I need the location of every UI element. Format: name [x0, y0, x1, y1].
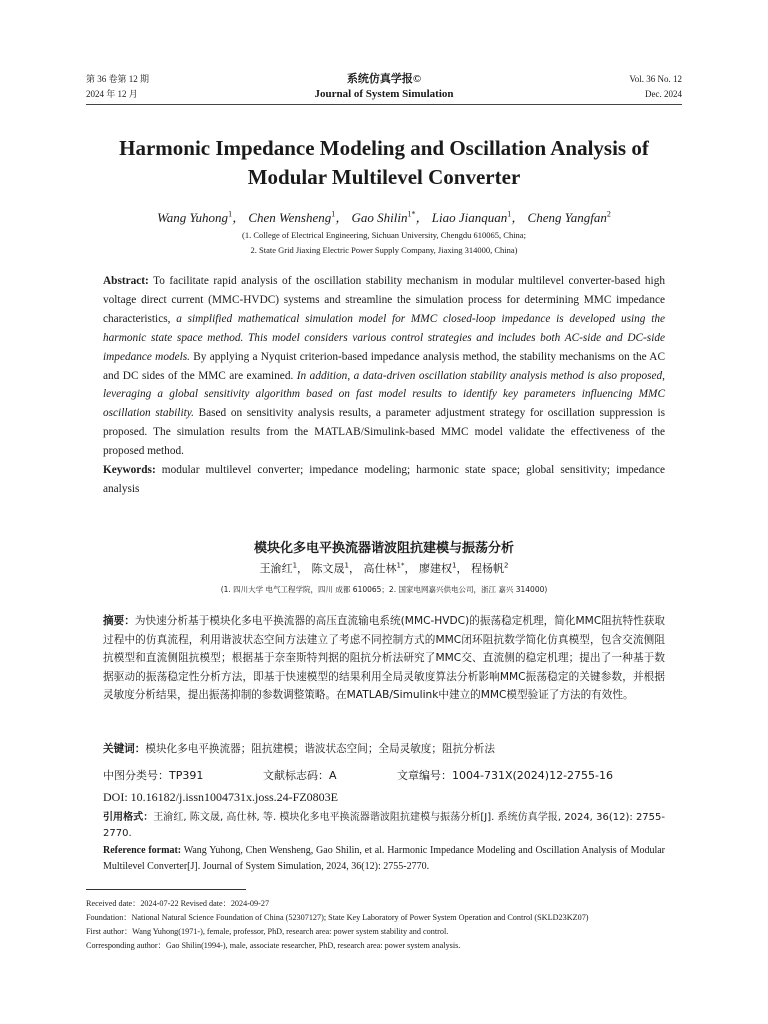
author-affil-mark: 1*	[396, 561, 405, 570]
volume-issue-en: Vol. 36 No. 12	[629, 74, 682, 84]
keywords-cn	[103, 741, 665, 756]
author-name: Cheng Yangfan	[527, 210, 607, 225]
abstract-label-cn: 摘要：	[103, 615, 135, 627]
author-name: Liao Jianquan	[431, 210, 508, 225]
citation-text-cn: 王渝红, 陈文晟, 高仕林, 等. 模块化多电平换流器谐波阻抗建模与振荡分析[J]. 系统仿真学报, 2024, 36(12): 2755-2770.	[103, 812, 665, 839]
document-code: 文献标志码：A	[263, 769, 337, 782]
abstract-en	[103, 272, 665, 499]
author-name-cn: 王渝红	[259, 562, 293, 575]
author-name: Gao Shilin	[351, 210, 408, 225]
author-name-cn: 程杨帆	[470, 562, 504, 575]
footnote-foundation: Foundation：National Natural Science Foundation of China (52307127); State Key Laboratory of Power System Operation and Control (SKLD23KZ07)	[86, 913, 589, 922]
doi: DOI: 10.16182/j.issn1004731x.joss.24-FZ0803E	[103, 790, 339, 804]
keywords-text-cn: 模块化多电平换流器；阻抗建模；谐波状态空间；全局灵敏度；阻抗分析法	[145, 743, 495, 755]
citation-en	[103, 843, 665, 875]
paper-title-cn: 模块化多电平换流器谐波阻抗建模与振荡分析	[253, 541, 514, 556]
citation-label-en: Reference format:	[103, 845, 182, 856]
journal-volume-en	[629, 72, 682, 102]
abstract-text: Based on sensitivity analysis results, a parameter adjustment strategy for oscillation suppression is proposed. The simulation results from the MATLAB/Simulink-based MMC model validate the effectiveness of the proposed method.	[103, 407, 665, 458]
abstract-text: To facilitate rapid analysis of the oscillation stability mechanism in modular multilevel converter-based high voltage direct current (MMC-HVDC) systems and streamline the simulation process for determining MMC impedance characteristics,	[103, 275, 665, 325]
author-name: Wang Yuhong	[157, 210, 229, 225]
author-affil-mark: 2	[606, 209, 611, 219]
author-name-cn: 廖建权	[418, 562, 452, 575]
affiliation-line: (1. College of Electrical Engineering, Sichuan University, Chengdu 610065, China;	[242, 230, 526, 240]
footnote-divider	[86, 889, 246, 890]
citation-label-cn: 引用格式：	[103, 812, 154, 823]
author-affil-mark: 1	[451, 561, 457, 570]
author-list: Wang Yuhong$^1$， Chen Wensheng$^1$， Gao Shilin$^{1*}$， Liao Jianquan$^1$， Cheng Yangfan$^2$	[157, 209, 611, 225]
journal-name-cn: 系统仿真学报©	[346, 73, 422, 85]
abstract-text-cn: 为快速分析基于模块化多电平换流器的高压直流输电系统(MMC-HVDC)的振荡稳定机理，简化MMC阻抗特性获取过程中的仿真流程，利用谐波状态空间方法建立了考虑不同控制方式的MMC闭环阻抗数学简化仿真模型，包含交流侧阻抗模型和直流侧阻抗模型；根据基于奈奎斯特判据的阻抗分析法研究了MMC交、直流侧的稳定机理；提出了一种基于数据驱动的振荡稳定性分析方法，即基于快速模型的结果利用全局灵敏度算法分析影响MMC振荡稳定的关键参数，并根据灵敏度分析结果，提出振荡抑制的参数调整策略。在MATLAB/Simulink中建立的MMC模型验证了方法的有效性。	[103, 615, 666, 702]
paper-title: Harmonic Impedance Modeling and Oscillation Analysis of Modular Multilevel Converter	[119, 136, 649, 189]
footnote-first-author: First author：Wang Yuhong(1971-), female, professor, PhD, research area: power system stability and control.	[86, 927, 449, 936]
author-affil-mark: 1	[228, 209, 233, 219]
author-affil-mark: 1	[292, 561, 298, 570]
abstract-text: By applying a Nyquist criterion-based impedance analysis method, the stability mechanisms on the AC and DC sides of the MMC are examined.	[103, 350, 665, 382]
affiliation-cn: (1. 四川大学 电气工程学院，四川 成都 610065；2. 国家电网嘉兴供电公司，浙江 嘉兴 314000)	[220, 585, 548, 594]
date-cn: 2024 年 12 月	[86, 89, 138, 99]
author-affil-mark: 1	[331, 209, 336, 219]
volume-issue-cn: 第 36 卷第 12 期	[86, 74, 150, 84]
affiliation-line: 2. State Grid Jiaxing Electric Power Supply Company, Jiaxing 314000, China)	[250, 245, 518, 255]
author-name-cn: 陈文晟	[311, 562, 345, 575]
author-affil-mark: 1*	[407, 209, 416, 219]
header-divider	[86, 104, 682, 105]
author-affil-mark: 1	[507, 209, 512, 219]
abstract-text-italic: In addition, a data-driven oscillation stability analysis method is also proposed, leveraging a global sensitivity algorithm based on fast model results to identify key parameters influencing MMC oscillation stability.	[103, 369, 665, 420]
author-list-cn: 王渝红$^1$， 陈文晟$^1$， 高仕林$^{1*}$， 廖建权$^1$， 程杨帆$^2$	[259, 561, 509, 575]
clc-number: 中图分类号：TP391	[103, 769, 204, 782]
abstract-text-italic: a simplified mathematical simulation model for MMC closed-loop impedance is developed using the harmonic state space method. This model considers various control strategies and includes both AC-side and DC-side impedance models.	[103, 312, 665, 363]
author-affil-mark: 1	[344, 561, 350, 570]
citation-cn	[103, 810, 665, 842]
date-en: Dec. 2024	[645, 89, 682, 99]
abstract-label: Abstract:	[103, 275, 149, 287]
article-number: 文章编号：1004-731X(2024)12-2755-16	[397, 769, 613, 782]
keywords-text: modular multilevel converter; impedance modeling; harmonic state space; global sensitivity; impedance analysis	[103, 464, 665, 495]
citation-text-en: Wang Yuhong, Chen Wensheng, Gao Shilin, et al. Harmonic Impedance Modeling and Oscillation Analysis of Modular Multilevel Converter[J]. Journal of System Simulation, 2024, 36(12): 2755-2770.	[103, 845, 666, 872]
author-name-cn: 高仕林	[363, 562, 397, 575]
journal-name-en: Journal of System Simulation	[314, 88, 454, 100]
keywords-label: Keywords:	[103, 464, 156, 477]
author-affil-mark: 2	[503, 561, 509, 570]
footnote-corresponding-author: Corresponding author：Gao Shilin(1994-), male, associate researcher, PhD, research area: power system analysis.	[86, 941, 461, 950]
abstract-cn	[103, 612, 665, 705]
keywords-label-cn: 关键词：	[103, 743, 146, 755]
footnote-dates: Received date：2024-07-22 Revised date：2024-09-27	[86, 899, 270, 908]
author-name: Chen Wensheng	[248, 210, 332, 225]
